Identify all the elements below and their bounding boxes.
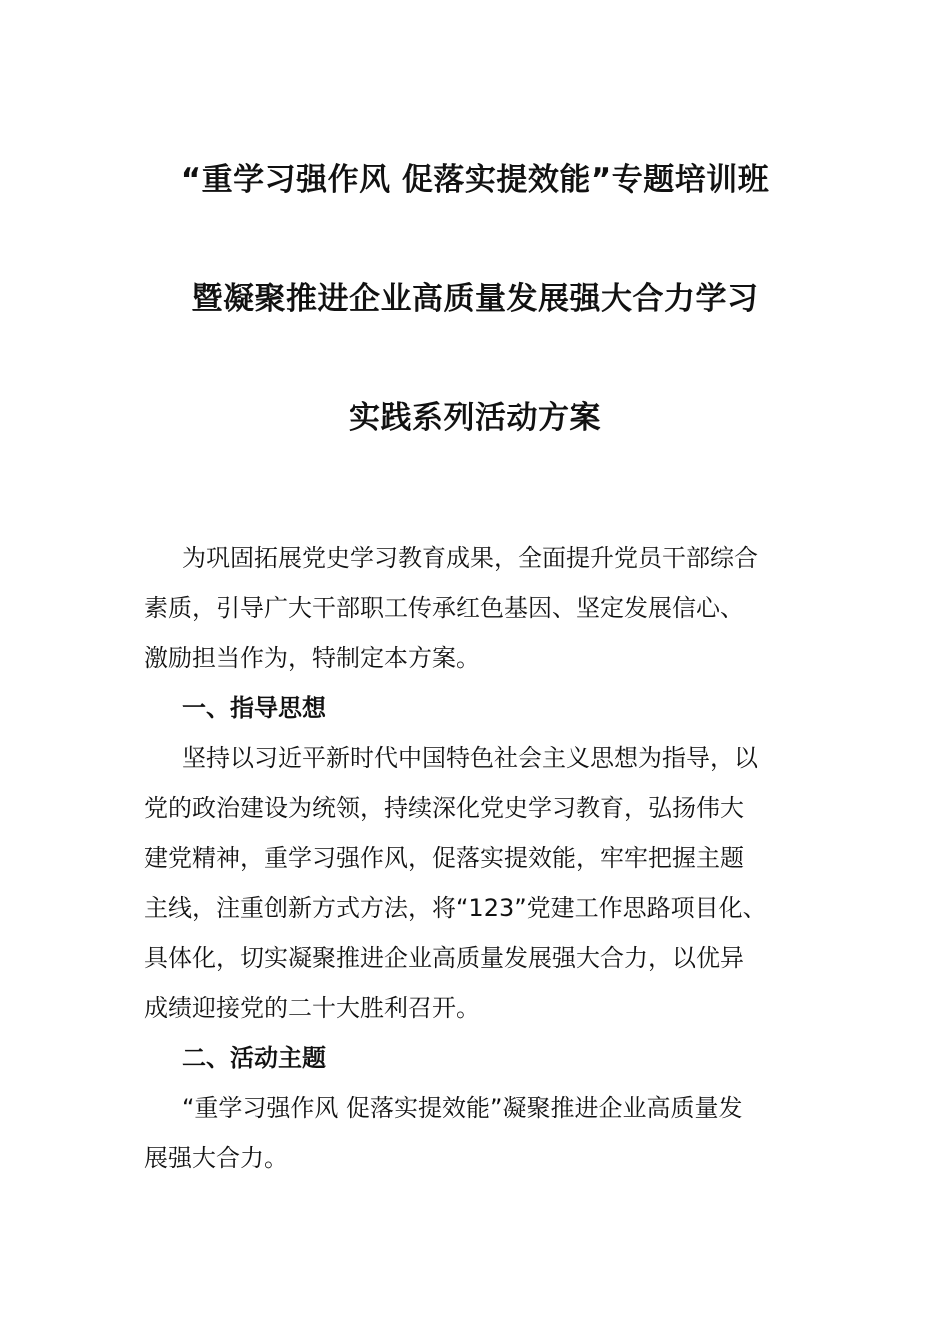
text-line: 成绩迎接党的二十大胜利召开。 (144, 994, 480, 1022)
text-line: 激励担当作为，特制定本方案。 (144, 644, 480, 672)
text-line: 为巩固拓展党史学习教育成果，全面提升党员干部综合 (182, 544, 758, 572)
text-line: “重学习强作风 促落实提效能”凝聚推进企业高质量发 (182, 1094, 743, 1122)
text-line: 建党精神，重学习强作风，促落实提效能，牢牢把握主题 (144, 844, 744, 872)
text-line: 坚持以习近平新时代中国特色社会主义思想为指导，以 (182, 744, 758, 772)
text-line: 展强大合力。 (144, 1144, 288, 1172)
section-heading-guiding-ideology: 一、指导思想 (182, 694, 326, 722)
title-line-1: “重学习强作风 促落实提效能”专题培训班 (180, 162, 770, 198)
text-line: 主线，注重创新方式方法，将“123”党建工作思路项目化、 (144, 894, 767, 922)
title-line-2: 暨凝聚推进企业高质量发展强大合力学习 (191, 281, 759, 317)
activity-theme-paragraph (144, 1083, 814, 1183)
section-heading-activity-theme: 二、活动主题 (182, 1044, 326, 1072)
text-line: 素质，引导广大干部职工传承红色基因、坚定发展信心、 (144, 594, 744, 622)
text-line: 具体化，切实凝聚推进企业高质量发展强大合力，以优异 (144, 944, 744, 972)
text-line: 党的政治建设为统领，持续深化党史学习教育，弘扬伟大 (144, 794, 744, 822)
document-body (144, 533, 814, 1183)
intro-paragraph (144, 533, 814, 683)
guiding-ideology-paragraph (144, 733, 814, 1033)
title-line-3: 实践系列活动方案 (349, 400, 601, 436)
